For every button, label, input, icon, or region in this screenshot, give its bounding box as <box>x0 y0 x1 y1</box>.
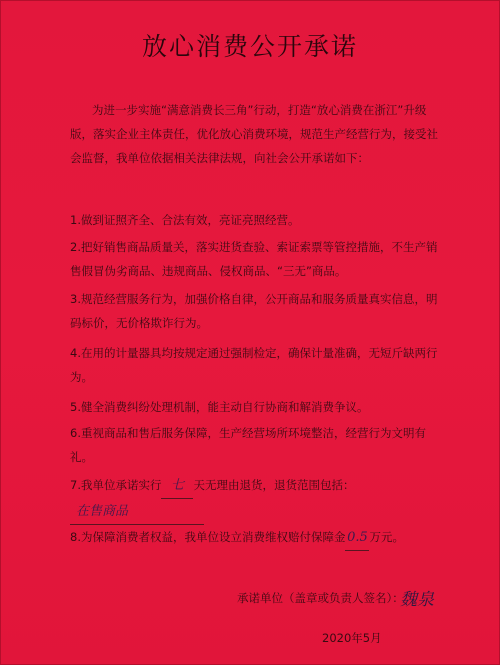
promise-item-5: 5.健全消费纠纷处理机制，能主动自行协商和解消费争议。 <box>70 400 369 414</box>
item7-suffix: 天无理由退货，退货范围包括： <box>193 478 355 492</box>
signature-label: 承诺单位（盖章或负责人签名）： <box>237 591 404 605</box>
document-title: 放心消费公开承诺 <box>141 32 358 61</box>
promise-item-1: 1.做到证照齐全、合法有效，亮证亮照经营。 <box>70 213 300 227</box>
item8-suffix: 万元。 <box>369 530 404 544</box>
deposit-amount-field <box>345 525 369 551</box>
promise-item-2: 2.把好销售商品质量关，落实进货查验、索证索票等管控措施，不生产销售假冒伪劣商品、违规商品、侵权商品、“三无”商品。 <box>70 240 438 278</box>
intro-paragraph: 为进一步实施“满意消费长三角”行动，打造“放心消费在浙江”升级版，落实企业主体责任，优化放心消费环境，规范生产经营行为，接受社会监督，我单位依据相关法律法规，向社会公开承诺如下： <box>70 103 438 165</box>
return-days-field <box>161 473 193 499</box>
promise-item-3: 3.规范经营服务行为，加强价格自律，公开商品和服务质量真实信息，明码标价，无价格欺诈行为。 <box>70 292 438 330</box>
deposit-amount-value: 0.5 <box>347 530 368 545</box>
item8-prefix: 8.为保障消费者权益，我单位设立消费维权赔付保障金 <box>70 530 346 544</box>
return-scope-field <box>70 499 204 525</box>
return-scope-value: 在售商品 <box>76 504 129 519</box>
promise-item-6: 6.重视商品和售后服务保障，生产经营场所环境整洁，经营行为文明有礼。 <box>70 426 426 464</box>
item7-prefix: 7.我单位承诺实行 <box>70 478 162 492</box>
promise-item-7 <box>70 473 442 525</box>
handwritten-signature: 魏泉 <box>400 590 434 610</box>
promise-item-8 <box>70 525 442 551</box>
document-date: 2020年5月 <box>322 631 382 645</box>
return-days-value: 七 <box>170 478 184 493</box>
promise-item-4: 4.在用的计量器具均按规定通过强制检定，确保计量准确，无短斤缺两行为。 <box>70 346 438 384</box>
